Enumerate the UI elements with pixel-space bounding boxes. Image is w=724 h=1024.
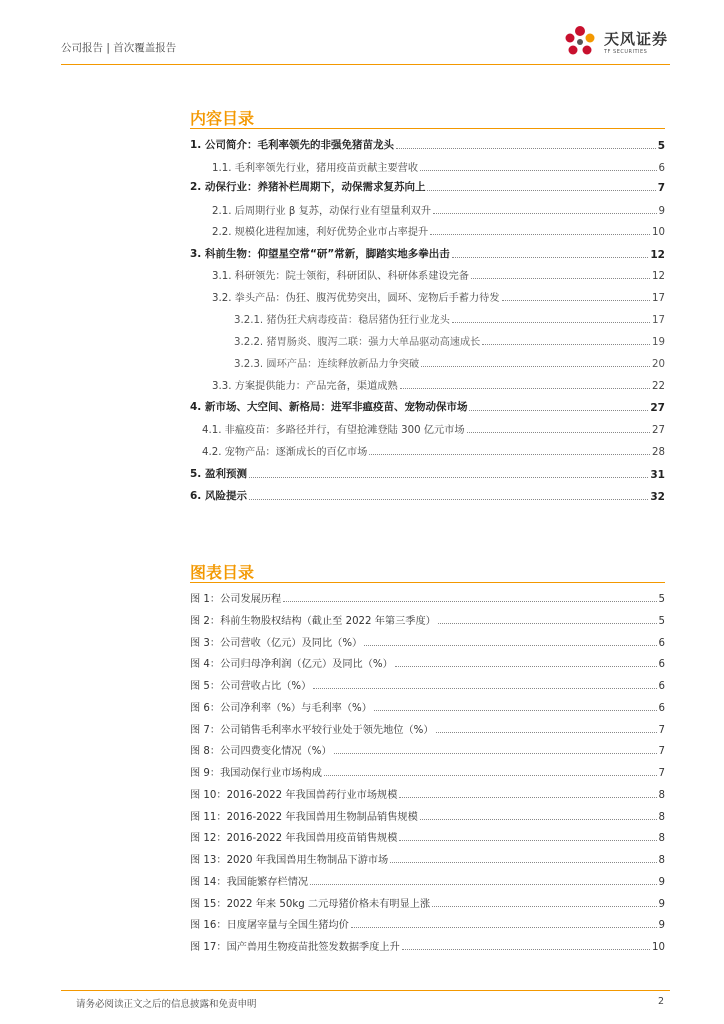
- toc-entry[interactable]: [190, 465, 665, 481]
- toc-leader-dots: [369, 454, 650, 455]
- toc-entry[interactable]: [190, 398, 665, 414]
- figure-entry-label: 图 2：科前生物股权结构（截止至 2022 年第三季度）: [190, 616, 436, 627]
- toc-entry[interactable]: [190, 201, 665, 217]
- logo-name: 天风证券: [604, 30, 669, 48]
- toc-entry[interactable]: [190, 420, 665, 436]
- figure-entry-page: 6: [658, 638, 665, 649]
- figure-leader-dots: [313, 688, 656, 689]
- figure-leader-dots: [438, 623, 657, 624]
- toc-entry-page: 6: [658, 163, 665, 174]
- logo-flower-icon: [560, 22, 600, 62]
- toc-entry[interactable]: [190, 354, 665, 370]
- figure-entry[interactable]: [190, 698, 665, 714]
- figure-entry-page: 8: [658, 790, 665, 801]
- figure-entry-page: 9: [658, 920, 665, 931]
- figure-leader-dots: [364, 645, 656, 646]
- figures-title-divider: [190, 582, 665, 583]
- figure-entry-page: 9: [658, 899, 665, 910]
- figure-leader-dots: [390, 862, 656, 863]
- figure-leader-dots: [334, 753, 657, 754]
- toc-leader-dots: [427, 190, 655, 191]
- toc-leader-dots: [433, 213, 656, 214]
- figure-entry-page: 6: [658, 703, 665, 714]
- toc-entry-label: 5. 盈利预测: [190, 468, 247, 480]
- figure-entry-page: 9: [658, 877, 665, 888]
- figure-leader-dots: [310, 884, 656, 885]
- figure-entry[interactable]: [190, 720, 665, 736]
- figure-entry-label: 图 3：公司营收（亿元）及同比（%）: [190, 638, 363, 649]
- figure-leader-dots: [324, 775, 657, 776]
- toc-entry-label: 4.1. 非瘟疫苗：多路径并行，有望抢滩登陆 300 亿元市场: [202, 425, 465, 436]
- figure-entry-label: 图 16：日度屠宰量与全国生猪均价: [190, 920, 349, 931]
- figure-entry[interactable]: [190, 611, 665, 627]
- figure-entry[interactable]: [190, 807, 665, 823]
- figure-entry-label: 图 5：公司营收占比（%）: [190, 681, 312, 692]
- toc-entry-page: 31: [650, 469, 665, 481]
- figure-entry-page: 5: [658, 594, 665, 605]
- toc-title-divider: [190, 128, 665, 129]
- toc-leader-dots: [452, 257, 649, 258]
- report-breadcrumb: 公司报告 | 首次覆盖报告: [61, 42, 177, 54]
- toc-entry[interactable]: [190, 222, 665, 238]
- toc-leader-dots: [467, 432, 650, 433]
- footer-divider: [61, 990, 670, 991]
- toc-entry[interactable]: [190, 158, 665, 174]
- toc-entry-label: 1. 公司简介：毛利率领先的非强免猪苗龙头: [190, 139, 394, 151]
- toc-leader-dots: [430, 234, 650, 235]
- toc-entry[interactable]: [190, 376, 665, 392]
- toc-entry-page: 5: [657, 140, 665, 152]
- figure-entry[interactable]: [190, 937, 665, 953]
- toc-entry-label: 1.1. 毛利率领先行业，猪用疫苗贡献主要营收: [212, 163, 419, 174]
- figure-entry-page: 5: [658, 616, 665, 627]
- figure-entry[interactable]: [190, 850, 665, 866]
- figure-entry[interactable]: [190, 633, 665, 649]
- toc-entry[interactable]: [190, 442, 665, 458]
- header-divider: [61, 64, 670, 65]
- toc-leader-dots: [502, 300, 650, 301]
- toc-entry-label: 2.2. 规模化进程加速，利好优势企业市占率提升: [212, 227, 429, 238]
- toc-entry-page: 27: [652, 425, 665, 436]
- figure-entry-page: 8: [658, 855, 665, 866]
- figure-entry-label: 图 15：2022 年来 50kg 二元母猪价格未有明显上涨: [190, 899, 431, 910]
- toc-leader-dots: [482, 344, 650, 345]
- figure-entry[interactable]: [190, 676, 665, 692]
- toc-entry[interactable]: [190, 487, 665, 503]
- figure-leader-dots: [436, 732, 657, 733]
- figure-entry-label: 图 1：公司发展历程: [190, 594, 282, 605]
- toc-entry-label: 2. 动保行业：养猪补栏周期下，动保需求复苏向上: [190, 181, 426, 193]
- toc-entry[interactable]: [190, 266, 665, 282]
- figure-leader-dots: [395, 666, 657, 667]
- figure-leader-dots: [399, 840, 656, 841]
- figure-entry[interactable]: [190, 872, 665, 888]
- toc-entry-label: 3.1. 科研领先：院士领衔，科研团队、科研体系建设完备: [212, 271, 469, 282]
- toc-entry-page: 28: [652, 447, 665, 458]
- figure-entry-page: 10: [652, 942, 665, 953]
- figure-leader-dots: [374, 710, 657, 711]
- figure-leader-dots: [432, 906, 656, 907]
- toc-entry[interactable]: [190, 288, 665, 304]
- figure-entry-label: 图 7：公司销售毛利率水平较行业处于领先地位（%）: [190, 725, 434, 736]
- toc-leader-dots: [421, 366, 650, 367]
- figure-entry-page: 6: [658, 681, 665, 692]
- toc-entry-label: 4.2. 宠物产品：逐渐成长的百亿市场: [202, 447, 368, 458]
- figure-entry-label: 图 9：我国动保行业市场构成: [190, 768, 322, 779]
- figure-entry-label: 图 6：公司净利率（%）与毛利率（%）: [190, 703, 372, 714]
- toc-title: 内容目录: [190, 109, 255, 128]
- figure-entry[interactable]: [190, 828, 665, 844]
- toc-entry[interactable]: [190, 332, 665, 348]
- figure-entry-label: 图 17：国产兽用生物疫苗批签发数据季度上升: [190, 942, 400, 953]
- toc-leader-dots: [420, 170, 656, 171]
- toc-leader-dots: [396, 148, 656, 149]
- toc-leader-dots: [400, 388, 650, 389]
- toc-entry-page: 10: [652, 227, 665, 238]
- figure-entry[interactable]: [190, 894, 665, 910]
- toc-leader-dots: [452, 322, 650, 323]
- figure-entry-label: 图 4：公司归母净利润（亿元）及同比（%）: [190, 659, 393, 670]
- toc-entry[interactable]: [190, 178, 665, 194]
- toc-leader-dots: [469, 410, 648, 411]
- toc-entry-label: 6. 风险提示: [190, 490, 247, 502]
- toc-entry-page: 19: [652, 337, 665, 348]
- toc-entry-page: 12: [650, 249, 665, 261]
- figure-entry-label: 图 8：公司四费变化情况（%）: [190, 746, 332, 757]
- toc-leader-dots: [471, 278, 650, 279]
- figure-entry[interactable]: [190, 741, 665, 757]
- figure-entry-page: 7: [658, 725, 665, 736]
- figures-title: 图表目录: [190, 563, 255, 582]
- toc-entry[interactable]: [190, 310, 665, 326]
- company-logo: [560, 22, 670, 62]
- toc-entry-page: 32: [650, 491, 665, 503]
- toc-leader-dots: [249, 499, 648, 500]
- toc-entry-label: 4. 新市场、大空间、新格局：进军非瘟疫苗、宠物动保市场: [190, 401, 468, 413]
- toc-entry-page: 22: [652, 381, 665, 392]
- figure-entry-label: 图 11：2016-2022 年我国兽用生物制品销售规模: [190, 812, 418, 823]
- toc-entry-label: 3.3. 方案提供能力：产品完备，渠道成熟: [212, 381, 398, 392]
- toc-entry[interactable]: [190, 136, 665, 152]
- toc-entry-page: 20: [652, 359, 665, 370]
- figure-entry[interactable]: [190, 915, 665, 931]
- figure-entry[interactable]: [190, 589, 665, 605]
- figure-entry[interactable]: [190, 785, 665, 801]
- toc-entry-label: 3.2.2. 猪胃肠炎、腹泻二联：强力大单品驱动高速成长: [234, 337, 481, 348]
- figure-entry-label: 图 14：我国能繁存栏情况: [190, 877, 309, 888]
- toc-entry-label: 2.1. 后周期行业 β 复苏，动保行业有望量利双升: [212, 206, 432, 217]
- figure-entry-page: 7: [658, 746, 665, 757]
- figure-entry-label: 图 12：2016-2022 年我国兽用疫苗销售规模: [190, 833, 398, 844]
- toc-entry-label: 3.2. 拳头产品：伪狂、腹泻优势突出，圆环、宠物后手蓄力待发: [212, 293, 500, 304]
- footer-disclaimer: 请务必阅读正文之后的信息披露和免责申明: [76, 999, 257, 1010]
- figure-entry[interactable]: [190, 654, 665, 670]
- figure-entry[interactable]: [190, 763, 665, 779]
- figure-leader-dots: [399, 797, 656, 798]
- toc-entry-page: 17: [652, 293, 665, 304]
- logo-subtitle: TF SECURITIES: [604, 49, 648, 55]
- page-number: 2: [657, 996, 664, 1007]
- toc-entry-page: 27: [650, 402, 665, 414]
- figure-leader-dots: [402, 949, 650, 950]
- figure-entry-page: 6: [658, 659, 665, 670]
- toc-entry[interactable]: [190, 245, 665, 261]
- figure-leader-dots: [420, 819, 657, 820]
- figure-entry-page: 8: [658, 833, 665, 844]
- figure-entry-label: 图 10：2016-2022 年我国兽药行业市场规模: [190, 790, 398, 801]
- figure-entry-page: 8: [658, 812, 665, 823]
- toc-entry-page: 12: [652, 271, 665, 282]
- figure-leader-dots: [283, 601, 656, 602]
- figure-leader-dots: [351, 927, 657, 928]
- toc-leader-dots: [249, 477, 648, 478]
- toc-entry-label: 3. 科前生物：仰望星空常“研”常新，脚踏实地多拳出击: [190, 248, 450, 260]
- toc-entry-label: 3.2.3. 圆环产品：连续释放新品力争突破: [234, 359, 420, 370]
- figure-entry-page: 7: [658, 768, 665, 779]
- figure-entry-label: 图 13：2020 年我国兽用生物制品下游市场: [190, 855, 389, 866]
- toc-entry-page: 9: [658, 206, 665, 217]
- toc-entry-page: 7: [657, 182, 665, 194]
- toc-entry-label: 3.2.1. 猪伪狂犬病毒疫苗：稳居猪伪狂行业龙头: [234, 315, 450, 326]
- toc-entry-page: 17: [652, 315, 665, 326]
